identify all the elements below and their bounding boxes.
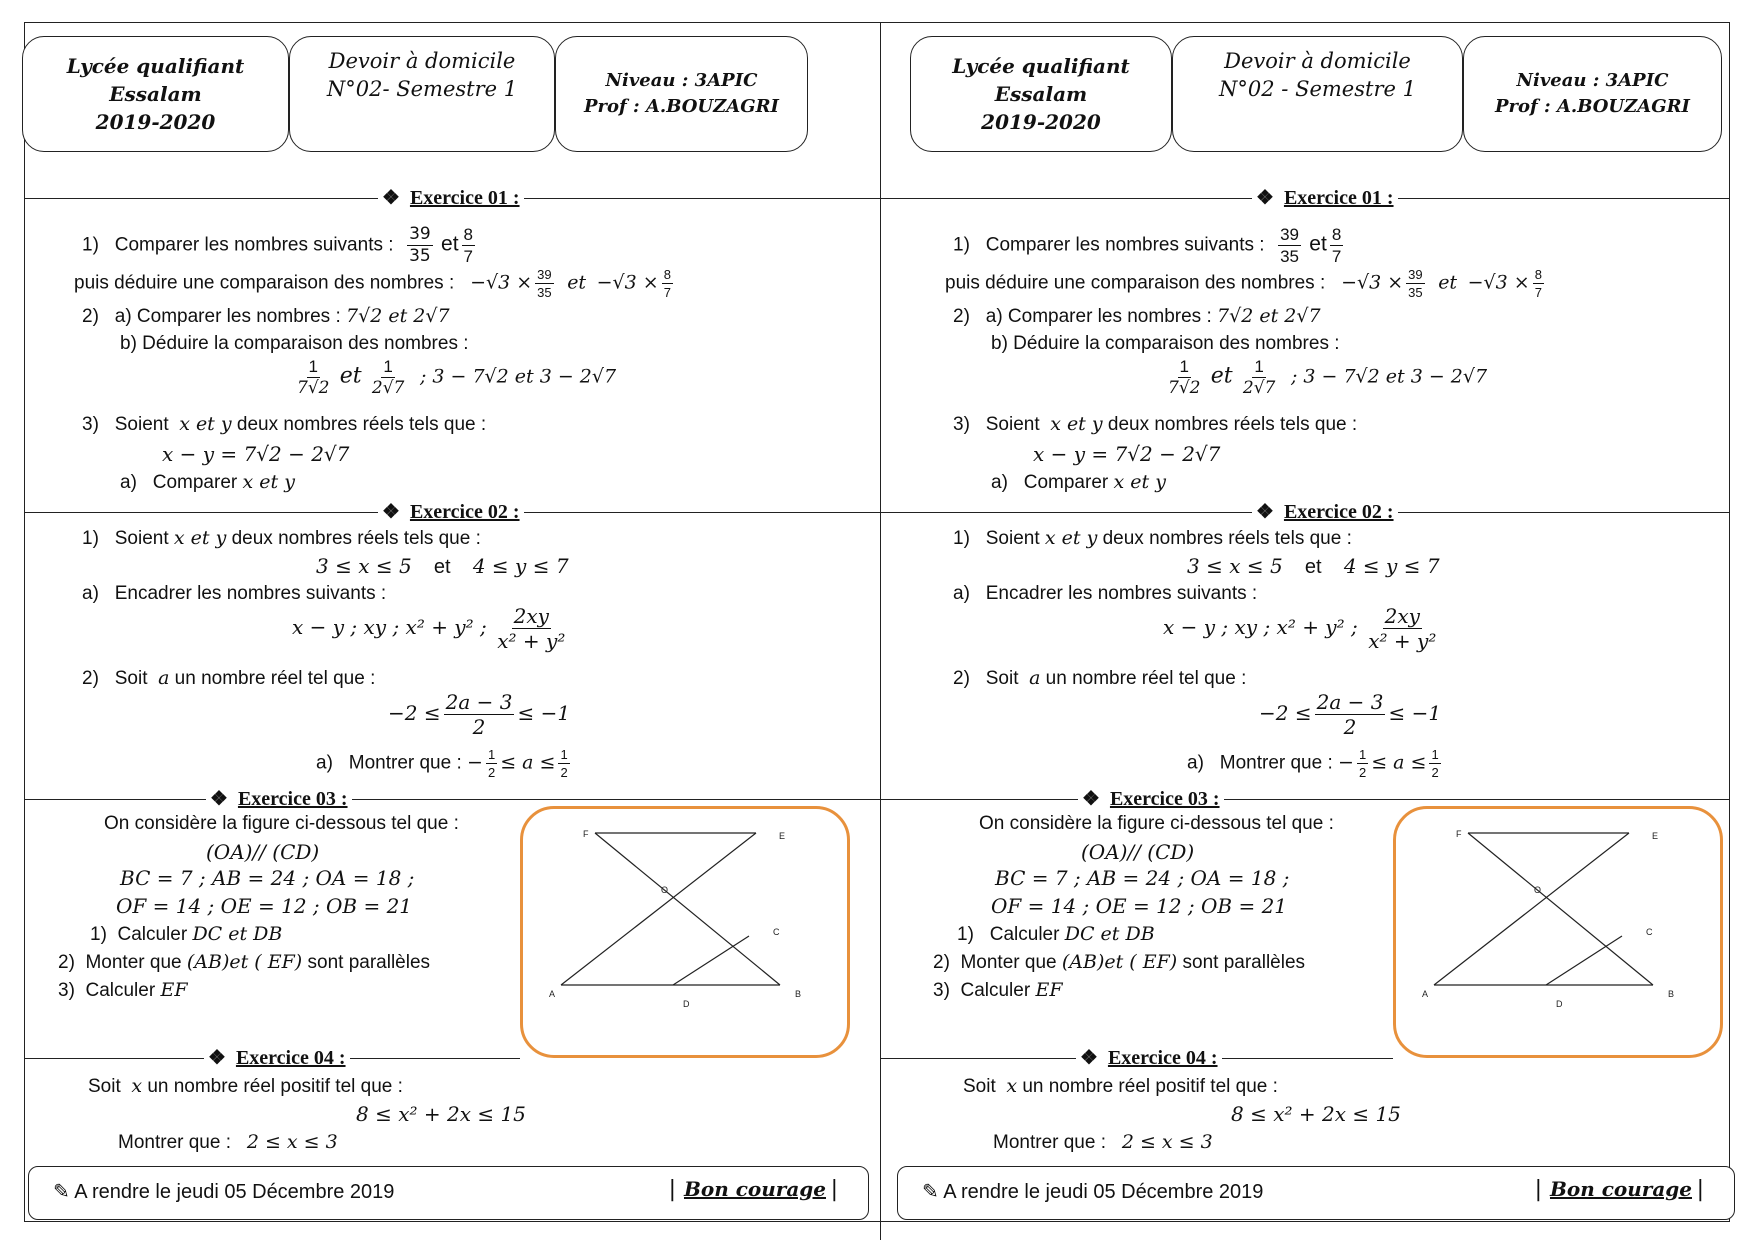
ex2-q2-ineq: −2 ≤ $\frac{2a - 3}{2}$ ≤ −1: [388, 690, 571, 739]
due-date: ✎ A rendre le jeudi 05 Décembre 2019: [922, 1181, 1264, 1203]
school-box: [22, 36, 289, 152]
ex2-q1: 1) Soient x et y deux nombres réels tels que :: [953, 527, 1352, 549]
school-year: 2019-2020: [981, 110, 1101, 134]
teacher-box: [555, 36, 808, 152]
ex1-q2a: 2) a) Comparer les nombres : 7√2 et 2√7: [953, 305, 1321, 327]
exercise-2-title: ❖ Exercice 02 :: [378, 500, 524, 524]
teacher-box: [1463, 36, 1722, 152]
school-city: Essalam: [994, 82, 1088, 106]
ex3-q2: 2) Monter que (AB)et ( EF) sont parallèles: [933, 951, 1306, 973]
hand-icon: ✎: [922, 1181, 939, 1203]
ex3-data-1: BC = 7 ; AB = 24 ; OA = 18 ;: [120, 866, 415, 890]
school-name: Lycée qualifiant: [952, 54, 1130, 78]
ex1-q3: 3) Soient x et y deux nombres réels tels que :: [953, 413, 1358, 435]
ex4-statement: Soit x un nombre réel positif tel que :: [88, 1075, 403, 1097]
ex3-data-2: OF = 14 ; OE = 12 ; OB = 21: [116, 894, 413, 918]
level: Niveau : 3APIC: [1516, 70, 1669, 91]
separator: |: [1534, 1177, 1542, 1202]
ex1-q2a: 2) a) Comparer les nombres : 7√2 et 2√7: [82, 305, 450, 327]
ex1-q2b: b) Déduire la comparaison des nombres :: [120, 333, 469, 354]
geometry-figure: [520, 806, 850, 1058]
ex1-q3a: a) Comparer x et y: [991, 471, 1166, 493]
ex2-qa: a) Encadrer les nombres suivants :: [953, 583, 1258, 604]
ex3-parallel: (OA)// (CD): [1081, 840, 1195, 864]
ex2-bounds: 3 ≤ x ≤ 5 et 4 ≤ y ≤ 7: [316, 554, 569, 578]
exercise-2-title: ❖ Exercice 02 :: [1252, 500, 1398, 524]
ex1-q3-eq: x − y = 7√2 − 2√7: [162, 442, 350, 466]
ex3-intro: On considère la figure ci-dessous tel que :: [979, 813, 1334, 834]
school-box: [910, 36, 1172, 152]
diamond-icon: ❖: [1256, 501, 1274, 523]
ex1-q1: 1) Comparer les nombres suivants : $\frac{39}{35}$ et $\frac{8}{7}$: [953, 225, 1342, 266]
ex1-q1: 1) Comparer les nombres suivants : $\frac{39}{35}$ et $\frac{8}{7}$: [82, 224, 473, 266]
level: Niveau : 3APIC: [605, 70, 758, 91]
hand-icon: ✎: [53, 1181, 70, 1203]
segment-dc: [673, 936, 749, 985]
school-name: Lycée qualifiant: [66, 54, 245, 78]
due-date: ✎ A rendre le jeudi 05 Décembre 2019: [53, 1181, 395, 1203]
ex1-q3: 3) Soient x et y deux nombres réels tels que :: [82, 413, 487, 435]
ex4-question: Montrer que : 2 ≤ x ≤ 3: [993, 1131, 1213, 1153]
ex3-q1: 1) Calculer DC et DB: [90, 923, 283, 945]
exercise-1-title: ❖ Exercice 01 :: [1252, 186, 1398, 210]
section-line: [24, 799, 880, 800]
ex3-parallel: (OA)// (CD): [206, 840, 320, 864]
ex2-q1: 1) Soient x et y deux nombres réels tels que :: [82, 527, 481, 549]
label-a: A: [549, 989, 556, 999]
ex2-q2: 2) Soit a un nombre réel tel que :: [82, 667, 376, 689]
label-e: E: [1652, 831, 1659, 841]
doc-subtitle: N°02 - Semestre 1: [1219, 77, 1416, 101]
exercise-3-title: ❖ Exercice 03 :: [1078, 787, 1224, 811]
section-line: [880, 799, 1730, 800]
ex2-q2-ineq: −2 ≤ $\frac{2a - 3}{2}$ ≤ −1: [1259, 690, 1442, 739]
sign-off: Bon courage: [683, 1177, 826, 1201]
ex3-q2: 2) Monter que (AB)et ( EF) sont parallèles: [58, 951, 431, 973]
diamond-icon: ❖: [210, 788, 228, 810]
label-o: O: [1534, 885, 1542, 895]
ex2-q2a: a) Montrer que : − $\frac{1}{2}$ ≤ a ≤ $\frac{1}{2}$: [1187, 747, 1439, 780]
label-a: A: [1422, 989, 1429, 999]
doc-title: Devoir à domicile: [1224, 49, 1411, 73]
separator: |: [830, 1177, 838, 1202]
doc-subtitle: N°02- Semestre 1: [326, 77, 518, 101]
ex1-q1-deduce: puis déduire une comparaison des nombres : −√3 × $\frac{39}{35}$ et −√3 × $\frac{8}{7}$: [74, 267, 671, 300]
school-city: Essalam: [109, 82, 202, 106]
exercise-4-title: ❖ Exercice 04 :: [1076, 1046, 1222, 1070]
label-b: B: [1668, 989, 1675, 999]
ex4-inequality: 8 ≤ x² + 2x ≤ 15: [1231, 1102, 1401, 1126]
label-c: C: [1646, 927, 1653, 937]
school-year: 2019-2020: [95, 110, 216, 134]
diamond-icon: ❖: [382, 187, 400, 209]
label-d: D: [683, 999, 690, 1009]
ex3-intro: On considère la figure ci-dessous tel que :: [104, 813, 459, 834]
ex3-q3: 3) Calculer EF: [933, 979, 1063, 1001]
separator: |: [668, 1177, 676, 1202]
ex2-expressions: x − y ; xy ; x² + y² ; $\frac{2xy}{\text{x² + y²}}$: [1163, 604, 1437, 653]
diamond-icon: ❖: [1256, 187, 1274, 209]
footer-box: [897, 1166, 1735, 1220]
segment-fb: [595, 833, 780, 985]
ex1-q3a: a) Comparer x et y: [120, 471, 295, 493]
label-d: D: [1556, 999, 1563, 1009]
label-c: C: [773, 927, 780, 937]
ex4-question: Montrer que : 2 ≤ x ≤ 3: [118, 1131, 338, 1153]
separator: |: [1696, 1177, 1704, 1202]
exercise-1-title: ❖ Exercice 01 :: [378, 186, 524, 210]
label-f: F: [583, 829, 589, 839]
ex2-q2a: a) Montrer que : − $\frac{1}{2}$ ≤ a ≤ $\frac{1}{2}$: [316, 747, 568, 780]
segment-dc: [1546, 936, 1622, 985]
ex2-bounds: 3 ≤ x ≤ 5 et 4 ≤ y ≤ 7: [1187, 554, 1440, 578]
exercise-4-title: ❖ Exercice 04 :: [204, 1046, 350, 1070]
ex1-q2b-expr: $\frac{1}{7√2}$ et $\frac{1}{2√7}$ ; 3 − 7√2 et 3 − 2√7: [297, 357, 617, 398]
worksheet-right: [877, 0, 1754, 1240]
ex3-q1: 1) Calculer DC et DB: [957, 923, 1155, 945]
footer-box: [28, 1166, 869, 1220]
title-box: [1172, 36, 1463, 152]
ex1-q2b-expr: $\frac{1}{7√2}$ et $\frac{1}{2√7}$ ; 3 − 7√2 et 3 − 2√7: [1168, 357, 1488, 398]
sign-off: Bon courage: [1549, 1177, 1692, 1201]
title-box: [289, 36, 555, 152]
diamond-icon: ❖: [1080, 1047, 1098, 1069]
ex4-inequality: 8 ≤ x² + 2x ≤ 15: [356, 1102, 526, 1126]
ex3-data-1: BC = 7 ; AB = 24 ; OA = 18 ;: [995, 866, 1290, 890]
geometry-figure: [1393, 806, 1723, 1058]
ex2-q2: 2) Soit a un nombre réel tel que :: [953, 667, 1247, 689]
label-e: E: [779, 831, 786, 841]
ex3-data-2: OF = 14 ; OE = 12 ; OB = 21: [991, 894, 1288, 918]
ex1-q3-eq: x − y = 7√2 − 2√7: [1033, 442, 1221, 466]
teacher: Prof : A.BOUZAGRI: [584, 96, 779, 117]
label-o: O: [661, 885, 669, 895]
label-b: B: [795, 989, 802, 999]
diamond-icon: ❖: [208, 1047, 226, 1069]
teacher: Prof : A.BOUZAGRI: [1495, 96, 1690, 117]
ex1-q2b: b) Déduire la comparaison des nombres :: [991, 333, 1340, 354]
exercise-3-title: ❖ Exercice 03 :: [206, 787, 352, 811]
doc-title: Devoir à domicile: [328, 49, 516, 73]
diamond-icon: ❖: [382, 501, 400, 523]
segment-fb: [1468, 833, 1653, 985]
ex4-statement: Soit x un nombre réel positif tel que :: [963, 1075, 1278, 1097]
ex1-q1-deduce: puis déduire une comparaison des nombres : −√3 × $\frac{39}{35}$ et −√3 × $\frac{8}{7}$: [945, 267, 1542, 300]
segment-ea: [561, 833, 756, 985]
ex2-expressions: x − y ; xy ; x² + y² ; $\frac{2xy}{\text{x² + y²}}$: [292, 604, 566, 653]
ex3-q3: 3) Calculer EF: [58, 979, 188, 1001]
diamond-icon: ❖: [1082, 788, 1100, 810]
ex2-qa: a) Encadrer les nombres suivants :: [82, 583, 387, 604]
label-f: F: [1456, 829, 1462, 839]
segment-ea: [1434, 833, 1629, 985]
